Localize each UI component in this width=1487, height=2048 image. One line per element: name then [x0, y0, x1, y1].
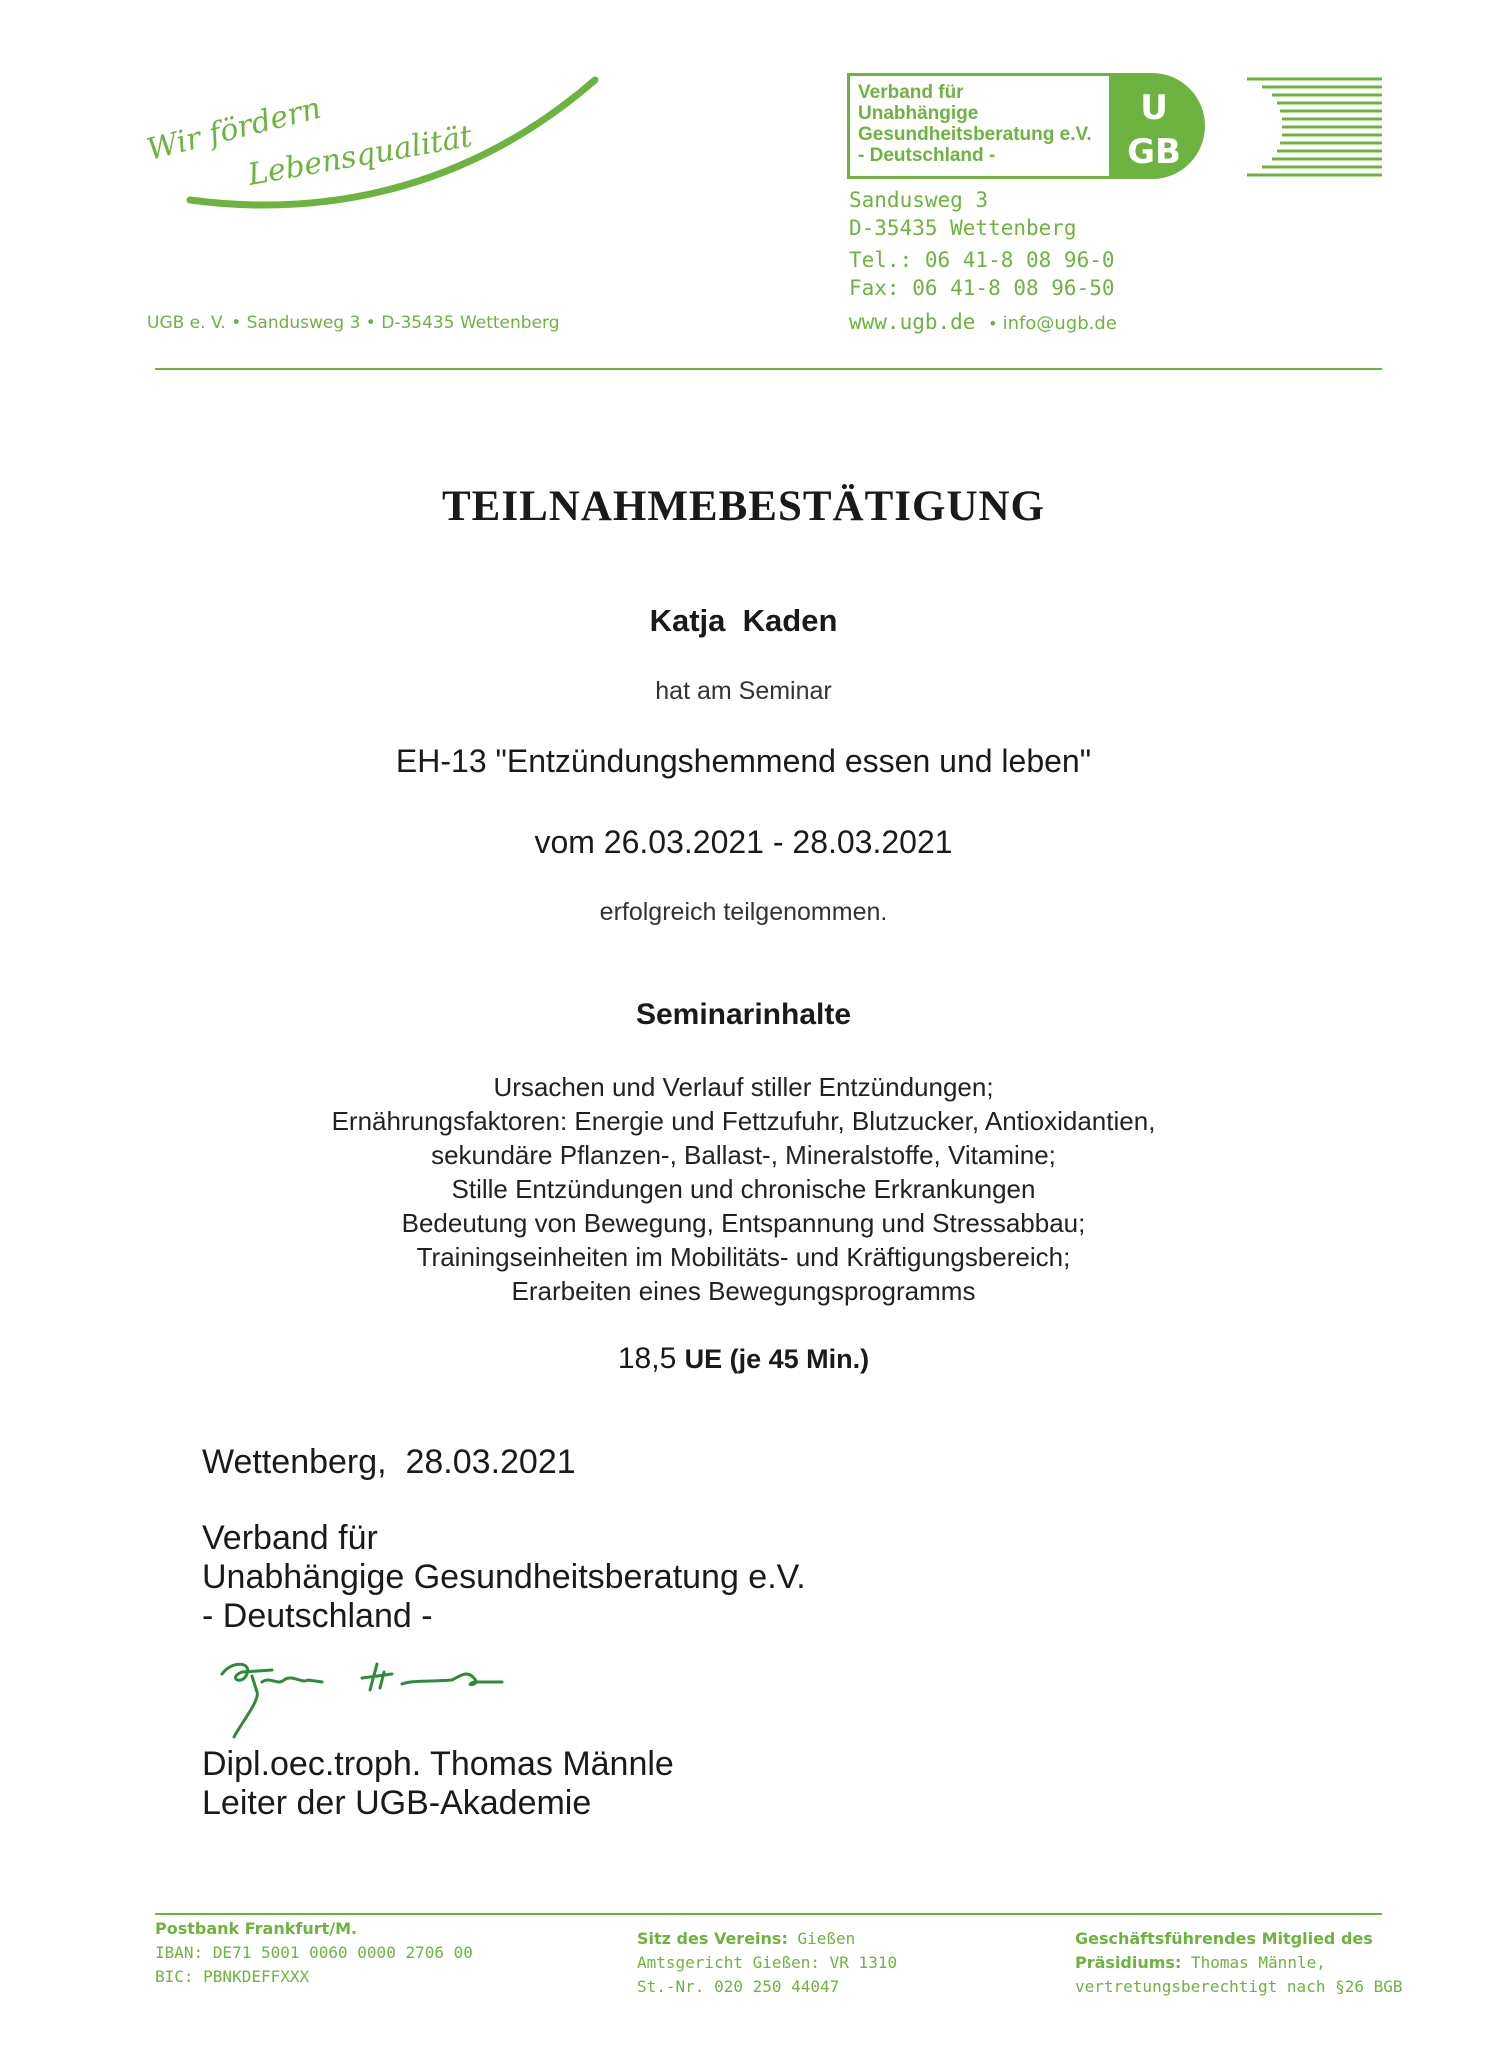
email-link[interactable]: info@ugb.de — [1002, 313, 1117, 334]
signer-name: Dipl.oec.troph. Thomas Männle — [202, 1745, 674, 1783]
intro-text: hat am Seminar — [655, 677, 832, 705]
address-city: D-35435 Wettenberg — [849, 216, 1077, 240]
board-label2: Präsidiums: — [1075, 1953, 1182, 1972]
bank-bic: BIC: PBNKDEFFXXX — [155, 1967, 310, 1986]
units-value: 18,5 — [617, 1342, 677, 1375]
board-note: vertretungsberechtigt nach §26 BGB — [1075, 1977, 1403, 1996]
address-street: Sandusweg 3 — [849, 188, 989, 212]
content-list — [0, 1070, 1487, 1308]
footer-bank — [155, 1917, 473, 1989]
association-line: Unabhängige — [858, 103, 979, 124]
bank-name: Postbank Frankfurt/M. — [155, 1919, 358, 1938]
issuing-organization — [202, 1519, 806, 1636]
tax-number: St.-Nr. 020 250 44047 — [637, 1977, 840, 1996]
content-item: Erarbeiten eines Bewegungsprogramms — [511, 1276, 976, 1306]
content-item: sekundäre Pflanzen-, Ballast-, Mineralstoffe, Vitamine; — [431, 1140, 1056, 1170]
board-name: Thomas Männle, — [1190, 1953, 1326, 1972]
content-item: Ernährungsfaktoren: Energie und Fettzufuhr, Blutzucker, Antioxidantien, — [331, 1106, 1156, 1136]
slogan-logo — [140, 70, 620, 230]
association-line: Gesundheitsberatung e.V. — [858, 124, 1092, 145]
footer-board — [1075, 1927, 1403, 1999]
content-heading: Seminarinhalte — [635, 998, 852, 1031]
teaching-units — [0, 1342, 1487, 1376]
content-item: Bedeutung von Bewegung, Entspannung und Stressabbau; — [401, 1208, 1086, 1238]
content-item: Trainingseinheiten im Mobilitäts- und Kräftigungsbereich; — [416, 1242, 1071, 1272]
seminar-title: EH-13 "Entzündungshemmend essen und leben" — [395, 743, 1092, 779]
place-date: Wettenberg, 28.03.2021 — [202, 1443, 576, 1481]
footer-seat — [637, 1927, 897, 1999]
association-name-box — [847, 73, 1112, 179]
court-register: Amtsgericht Gießen: VR 1310 — [637, 1953, 898, 1972]
logo-u: U — [1140, 88, 1168, 128]
org-line: Verband für — [202, 1519, 378, 1557]
ugb-logo — [1112, 73, 1392, 179]
address-tel: Tel.: 06 41-8 08 96-0 — [849, 248, 1115, 272]
signer-role: Leiter der UGB-Akademie — [202, 1784, 592, 1822]
participant-name: Katja Kaden — [649, 603, 838, 638]
signer — [202, 1745, 674, 1823]
seminar-dates: vom 26.03.2021 - 28.03.2021 — [534, 824, 953, 860]
units-label: UE (je 45 Min.) — [684, 1344, 870, 1374]
footer-divider — [155, 1913, 1382, 1915]
address-web-line: www.ugb.de • info@ugb.de — [849, 310, 1117, 334]
sender-line: UGB e. V. • Sandusweg 3 • D-35435 Wettenberg — [147, 313, 560, 333]
content-item: Stille Entzündungen und chronische Erkrankungen — [451, 1174, 1036, 1204]
header-divider — [155, 368, 1382, 370]
handwritten-signature — [212, 1652, 532, 1742]
board-label1: Geschäftsführendes Mitglied des — [1075, 1929, 1373, 1948]
slogan-line2: Lebensqualität — [245, 119, 475, 193]
org-line: - Deutschland - — [202, 1597, 433, 1635]
seat-label: Sitz des Vereins: — [637, 1929, 788, 1948]
bank-iban: IBAN: DE71 5001 0060 0000 2706 00 — [155, 1943, 473, 1962]
association-line: - Deutschland - — [858, 145, 996, 166]
outro-text: erfolgreich teilgenommen. — [599, 898, 888, 926]
association-line: Verband für — [858, 82, 964, 103]
logo-gb: GB — [1127, 132, 1181, 172]
org-line: Unabhängige Gesundheitsberatung e.V. — [202, 1558, 806, 1596]
slogan-line1: Wir fördern — [143, 90, 325, 168]
seat-value: Gießen — [797, 1929, 856, 1948]
certificate-title: TEILNAHMEBESTÄTIGUNG — [441, 483, 1046, 530]
address-fax: Fax: 06 41-8 08 96-50 — [849, 276, 1115, 300]
content-item: Ursachen und Verlauf stiller Entzündungen; — [493, 1072, 994, 1102]
website-link[interactable]: www.ugb.de — [849, 310, 976, 334]
